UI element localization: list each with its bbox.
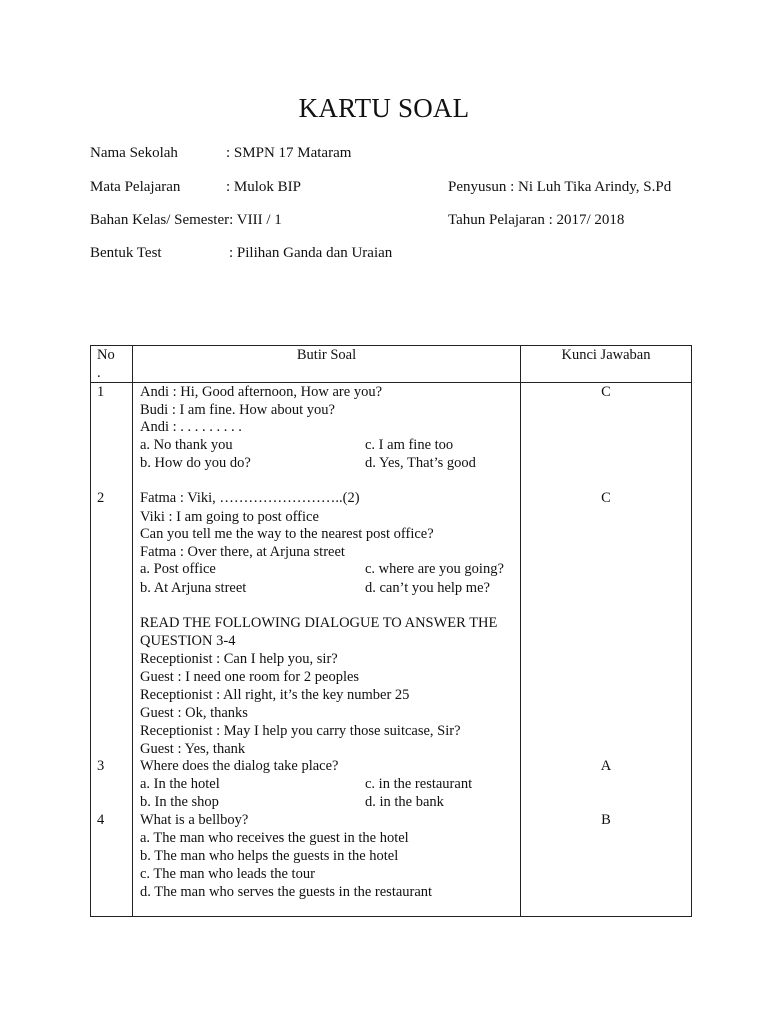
q2-option-b: b. At Arjuna street <box>140 580 247 596</box>
dialogue-line4: Guest : Ok, thanks <box>140 705 248 721</box>
q1-line2: Budi : I am fine. How about you? <box>140 402 335 418</box>
q4-option-c: c. The man who leads the tour <box>140 866 315 882</box>
bahan-kelas: Bahan Kelas/ Semester: VIII / 1 <box>90 212 282 228</box>
answer-key-2: C <box>601 490 611 506</box>
q1-option-b: b. How do you do? <box>140 455 251 471</box>
dialogue-line1: Receptionist : Can I help you, sir? <box>140 651 338 667</box>
dialogue-instruction-line2: QUESTION 3-4 <box>140 633 236 649</box>
page-title: KARTU SOAL <box>298 93 470 123</box>
question-column <box>133 383 521 917</box>
header-no-line1: No <box>97 347 115 363</box>
tahun-pelajaran: Tahun Pelajaran : 2017/ 2018 <box>448 212 625 228</box>
bentuk-test-label: Bentuk Test <box>90 245 162 261</box>
q4-question: What is a bellboy? <box>140 812 249 828</box>
q2-line1: Fatma : Viki, ……………………..(2) <box>140 490 360 506</box>
q1-line3: Andi : . . . . . . . . . <box>140 419 242 435</box>
answer-key-column <box>521 383 692 917</box>
dialogue-line5: Receptionist : May I help you carry those suitcase, Sir? <box>140 723 461 739</box>
q1-option-c: c. I am fine too <box>365 437 454 453</box>
q3-option-a: a. In the hotel <box>140 776 220 792</box>
header-butir-soal: Butir Soal <box>133 346 521 383</box>
header-no <box>91 346 133 383</box>
nama-sekolah-value: : SMPN 17 Mataram <box>226 145 352 161</box>
nama-sekolah-row <box>90 144 351 162</box>
q1-option-d: d. Yes, That’s good <box>365 455 476 471</box>
penyusun: Penyusun : Ni Luh Tika Arindy, S.Pd <box>448 179 672 195</box>
q1-options-ac <box>140 436 454 454</box>
q3-option-c: c. in the restaurant <box>365 776 473 792</box>
q1-option-a: a. No thank you <box>140 437 233 453</box>
table-header-row <box>91 346 692 383</box>
answer-key-3: A <box>600 758 612 774</box>
q2-options-ac <box>140 560 504 578</box>
dialogue-line6: Guest : Yes, thank <box>140 741 246 757</box>
q2-option-c: c. where are you going? <box>365 561 504 577</box>
q3-option-d: d. in the bank <box>365 794 444 810</box>
q3-options-ac <box>140 775 473 793</box>
table-row <box>91 383 692 917</box>
q2-options-bd <box>140 579 490 597</box>
q3-options-bd <box>140 793 444 811</box>
header-no-line2: . <box>97 365 101 381</box>
q4-option-b: b. The man who helps the guests in the hotel <box>140 848 399 864</box>
q3-option-b: b. In the shop <box>140 794 219 810</box>
question-number-2: 2 <box>97 490 105 506</box>
question-table <box>90 345 692 917</box>
q1-line1: Andi : Hi, Good afternoon, How are you? <box>140 384 383 400</box>
q2-option-a: a. Post office <box>140 561 216 577</box>
dialogue-instruction-line1: READ THE FOLLOWING DIALOGUE TO ANSWER THE <box>140 615 498 631</box>
q2-option-d: d. can’t you help me? <box>365 580 490 596</box>
q2-line4: Fatma : Over there, at Arjuna street <box>140 544 345 560</box>
answer-key-1: C <box>601 384 611 400</box>
q4-option-a: a. The man who receives the guest in the hotel <box>140 830 409 846</box>
nama-sekolah-label: Nama Sekolah <box>90 145 178 161</box>
bentuk-test-value: : Pilihan Ganda dan Uraian <box>229 245 393 261</box>
dialogue-line2: Guest : I need one room for 2 peoples <box>140 669 360 685</box>
mata-pelajaran-label: Mata Pelajaran <box>90 179 181 195</box>
q2-line3: Can you tell me the way to the nearest post office? <box>140 526 434 542</box>
header-kunci-jawaban: Kunci Jawaban <box>521 346 692 383</box>
q1-options-bd <box>140 454 476 472</box>
dialogue-line3: Receptionist : All right, it’s the key number 25 <box>140 687 410 703</box>
question-number-3: 3 <box>97 758 105 774</box>
question-number-4: 4 <box>97 812 105 828</box>
answer-key-4: B <box>601 812 611 828</box>
number-column <box>91 383 133 917</box>
bentuk-test-row <box>90 244 392 262</box>
q2-line2: Viki : I am going to post office <box>140 509 319 525</box>
mata-pelajaran-row <box>90 178 301 196</box>
q4-option-d: d. The man who serves the guests in the restaurant <box>140 884 433 900</box>
mata-pelajaran-value: : Mulok BIP <box>226 179 302 195</box>
question-number-1: 1 <box>97 384 105 400</box>
q3-question: Where does the dialog take place? <box>140 758 339 774</box>
